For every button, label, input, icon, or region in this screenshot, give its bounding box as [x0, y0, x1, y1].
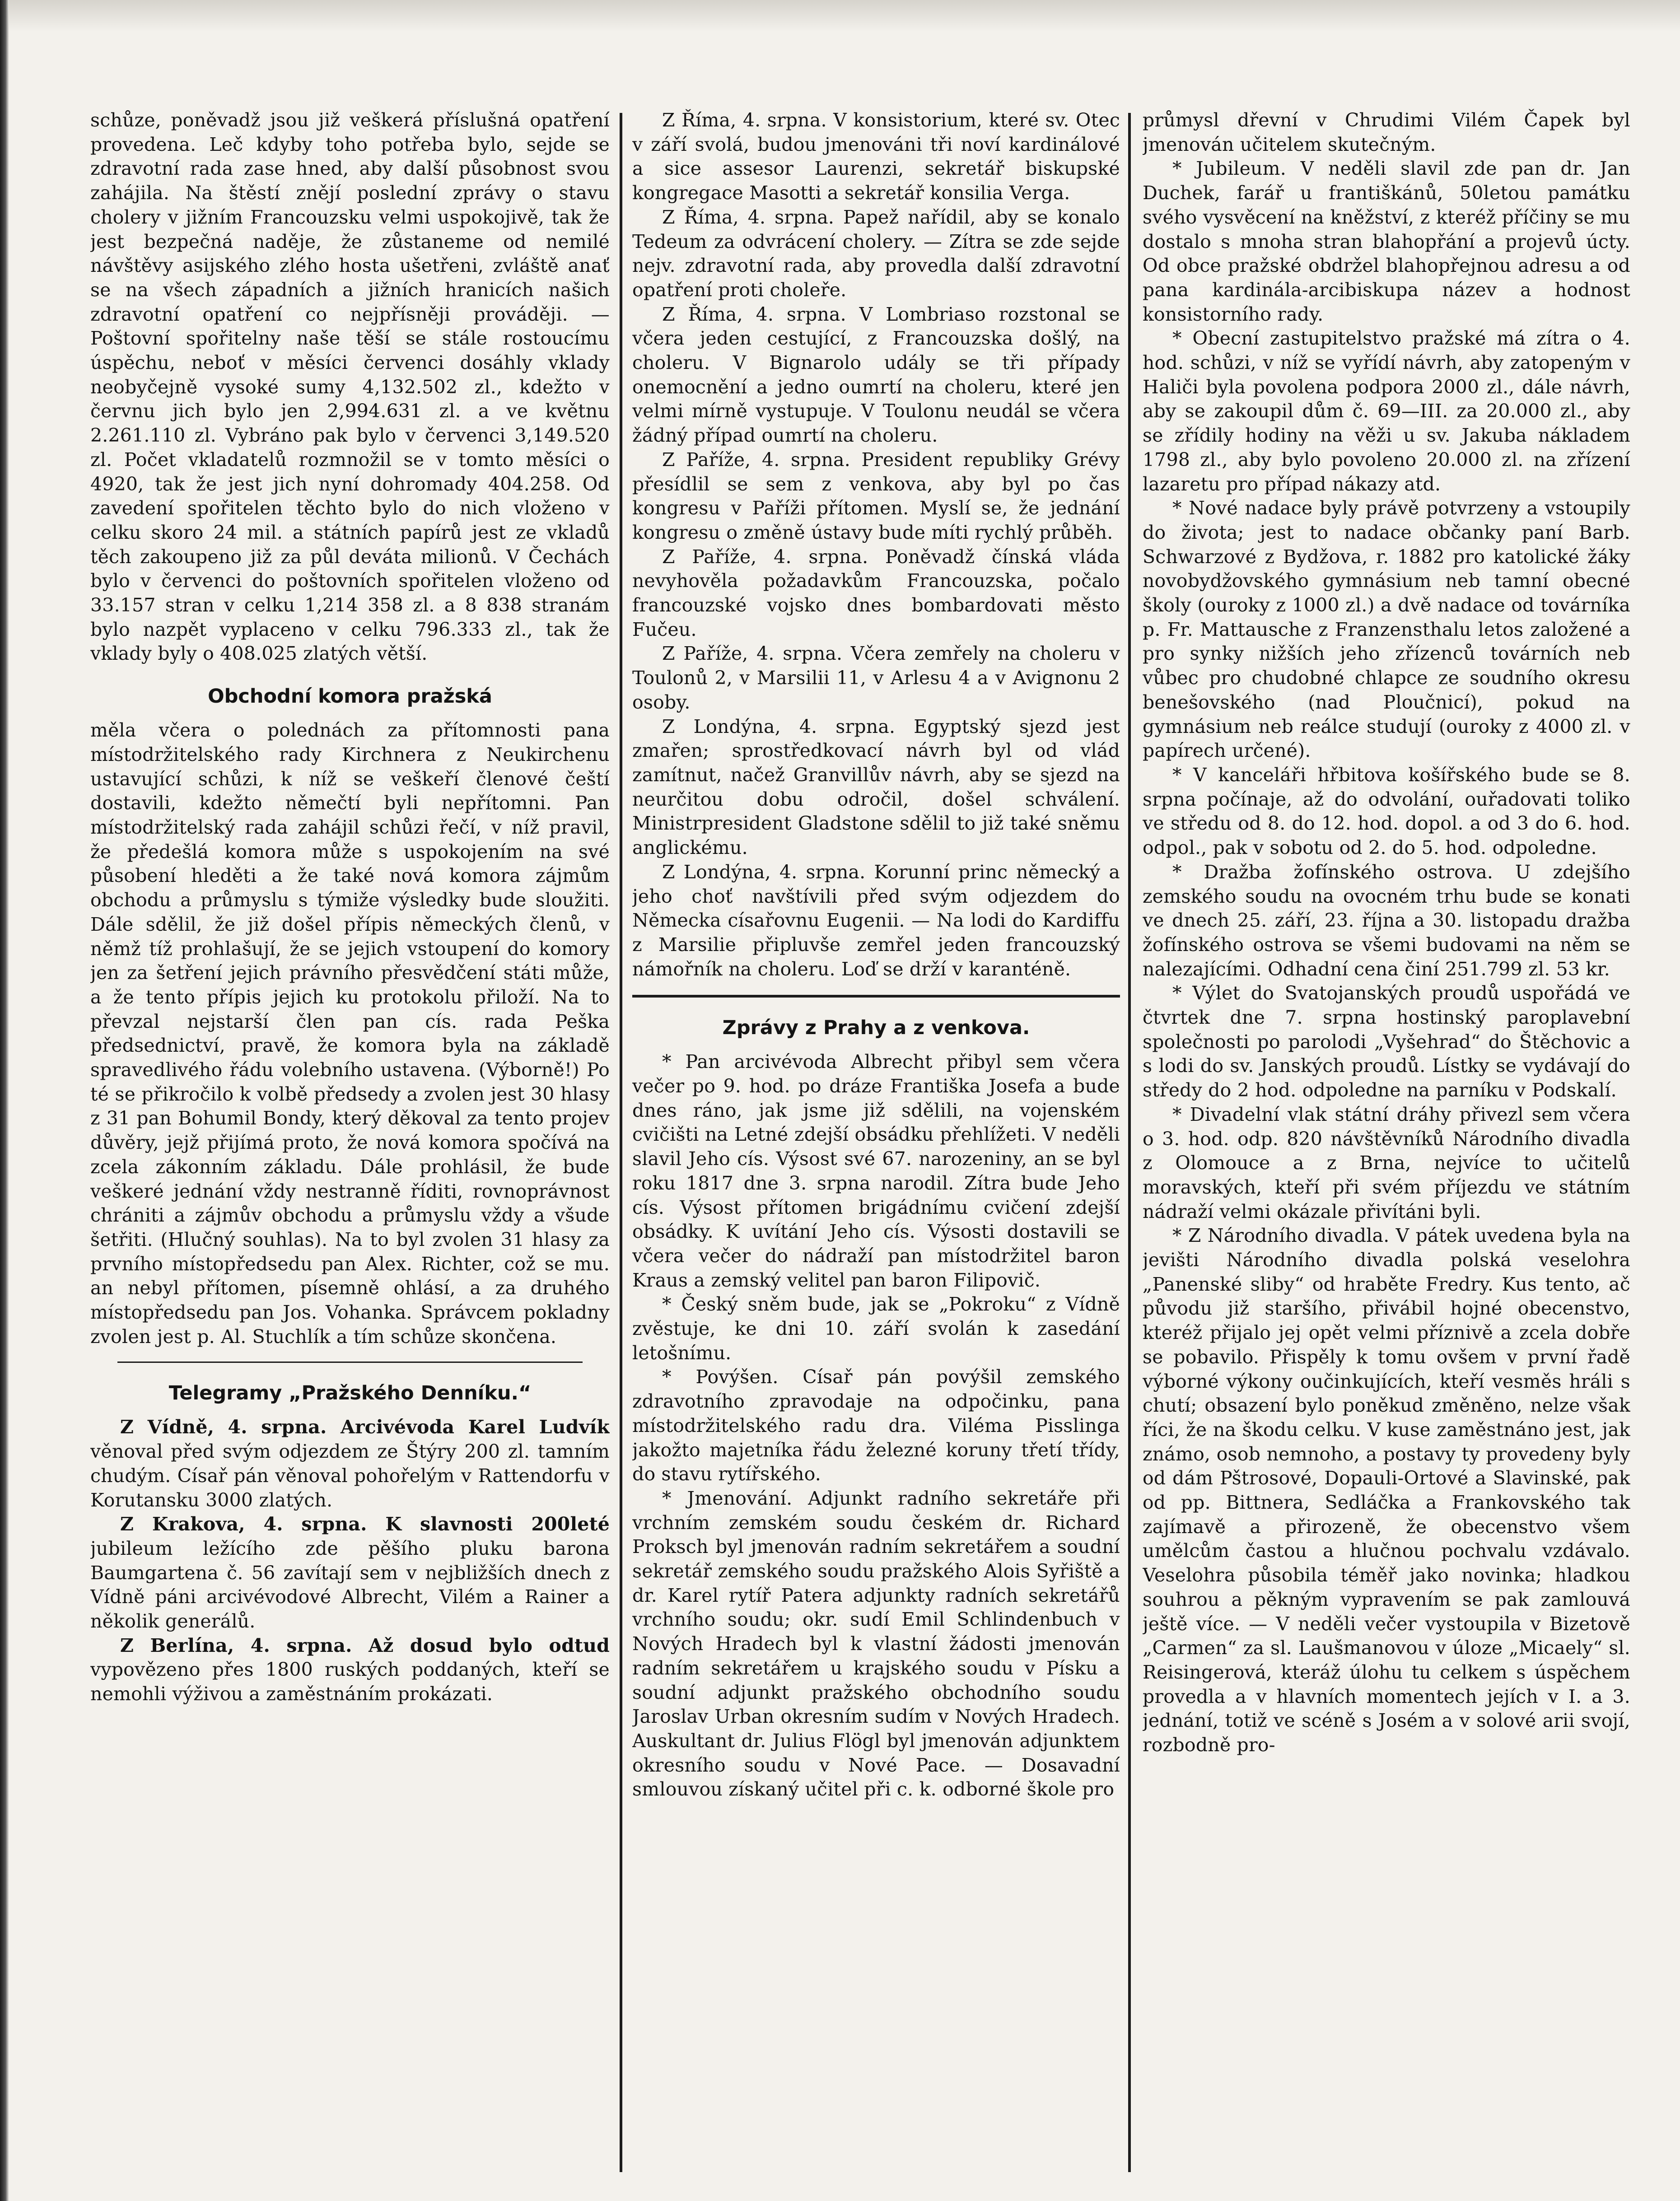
telegram-berlin: Z Berlína, 4. srpna. Až dosud bylo odtud vypovězeno přes 1800 ruských poddaných, kteří se nemohli výživou a zaměstnáním prokázati.	[90, 1634, 610, 1705]
news-czech-diet: * Český sněm bude, jak se „Pokroku“ z Vídně zvěstuje, ke dni 10. září svolán k zasedání letošnímu.	[632, 1293, 1120, 1364]
telegram-london-2: Z Londýna, 4. srpna. Korunní princ německý a jeho choť navštívili před svým odjezdem do Německa císařovnu Eugenii. — Na lodi do Kardiffu z Marsilie připluvše zemřel jeden francouzský námořník na choleru. Loď se drží v karanténě.	[632, 861, 1120, 980]
telegram-paris-3: Z Paříže, 4. srpna. Včera zemřely na choleru v Toulonů 2, v Marsilii 11, v Arlesu 4 a v Avignonu 2 osoby.	[632, 643, 1120, 713]
news-theatre-train: * Divadelní vlak státní dráhy přivezl sem včera o 3. hod. odp. 820 návštěvníků Národního divadla z Olomouce a z Brna, nejvíce to učitelů moravských, kteří při svém příjezdu ve státním nádraží velmi okázale přivítáni byli.	[1143, 1103, 1630, 1222]
news-promotion: * Povýšen. Císař pán povýšil zemského zdravotního zpravodaje na odpočinku, pana místodržitelského radu dra. Viléma Pisslinga jakožto majetníka řádu železné koruny třetí třídy, do stavu rytířského.	[632, 1366, 1120, 1485]
column-divider-2	[1128, 113, 1131, 2172]
telegram-rome-1: Z Říma, 4. srpna. V konsistorium, které sv. Otec v září svolá, budou jmenováni tři noví kardinálové a sice assesor Laurenzi, sekretář biskupské kongregace Masotti a sekretář konsilia Verga.	[632, 109, 1120, 204]
separator-rule	[117, 1362, 583, 1363]
news-archduke-albrecht: * Pan arcivévoda Albrecht přibyl sem včera večer po 9. hod. po dráze Františka Josefa a bude dnes ráno, jak jsme již sdělili, na vojenském cvičišti na Letné zdejší obsádku přehlížeti. V neděli slavil Jeho cís. Výsost své 67. narozeniny, an se byl roku 1817 dne 3. srpna narodil. Zítra bude Jeho cís. Výsost přítomen brigádnímu cvičení zdejší obsádky. K uvítání Jeho cís. Výsosti dostavili se včera večer do nádraží pan místodržitel baron Kraus a zemský velitel pan baron Filipovič.	[632, 1051, 1120, 1291]
middle-column	[632, 108, 1120, 2177]
section-heading-telegrams: Telegramy „Pražského Denníku.“	[168, 1382, 532, 1405]
news-national-theatre: * Z Národního divadla. V pátek uvedena byla na jevišti Národního divadla polská veselohra „Panenské sliby“ od hraběte Fredry. Kus tento, ač původu již staršího, přivábil hojné obecenstvo, kteréž přijalo jej opět velmi příznivě a zcela dobře se pobavilo. Přispěly k tomu ovšem v první řadě výborné výkony oučinkujících, kteří vesměs hráli s chutí; obsazení bylo poněkud změněno, nelze však říci, že na škodu celku. V kuse zaměstnáno jest, jak známo, osob nemnoho, a postavy ty provedeny byly od dám Pštrosové, Dopauli-Ortové a Slavinské, pak od pp. Bittnera, Sedláčka a Frankovského tak zajímavě a přirozeně, že obecenstvo všem umělcům častou a hlučnou pochvalu vzdávalo. Veselohra působila téměř jako novinka; hladkou souhrou a pěkným vypravením se pak zamlouvá ještě více. — V neděli večer vystoupila v Bizetově „Carmen“ za sl. Laušmanovou v úloze „Micaely“ sl. Reisingerová, kteráž úlohu tu celkem s úspěchem provedla a v hlavních momentech jejích v I. a 3. jednání, totiž ve scéně s Josém a v solové arii svojí, rozbodně pro-	[1143, 1225, 1630, 1756]
telegram-rome-2: Z Říma, 4. srpna. Papež nařídil, aby se konalo Tedeum za odvrácení cholery. — Zítra se zde sejde nejv. zdravotní rada, aby provedla další zdravotní opatření proti choleře.	[632, 206, 1120, 301]
news-jubilee: * Jubileum. V neděli slavil zde pan dr. Jan Duchek, farář u františkánů, 50letou památku svého vysvěcení na kněžství, z kteréž příčiny se mu dostalo s mnoha stran blahopřání a projevů úcty. Od obce pražské obdržel blahopřejnou adresu a od pana kardinála-arcibiskupa název a hodnost konsistorního rady.	[1143, 158, 1630, 325]
news-city-council: * Obecní zastupitelstvo pražské má zítra o 4. hod. schůzi, v níž se vyřídí návrh, aby zatopeným v Haliči byla povolena podpora 2000 zl., dále návrh, aby se zakoupil dům č. 69—III. za 20.000 zl., aby se zřídily hodiny na věži u sv. Jakuba nákladem 1798 zl., aby bylo povoleno 20.000 zl. na zřízení lazaretu pro případ nákazy atd.	[1143, 327, 1630, 495]
right-column	[1143, 108, 1630, 2177]
left-column	[90, 108, 610, 2177]
news-new-foundations: * Nové nadace byly právě potvrzeny a vstoupily do života; jest to nadace občanky paní Barb. Schwarzové z Bydžova, r. 1882 pro katolické žáky novobydžovského gymnásium neb tamní obecné školy (ouroky z 1000 zl.) a dvě nadace od továrníka p. Fr. Mattausche z Franzensthalu letos založené a pro synky nižších jeho zřízenců továrních neb vůbec pro chudobné chlapce ze soudního okresu benešovského (nad Ploučnicí), pokud na gymnásium neb reálce studují (ouroky z 4000 zl. v papírech určené).	[1143, 497, 1630, 762]
news-island-auction: * Dražba žofínského ostrova. U zdejšího zemského soudu na ovocném trhu bude se konati ve dnech 25. září, 23. října a 30. listopadu dražba žofínského ostrova se všemi budovami na něm se nalezajícími. Odhadní cena činí 251.799 zl. 53 kr.	[1143, 861, 1630, 980]
separator-rule	[632, 995, 1120, 998]
news-appointments-continued: průmysl dřevní v Chrudimi Vilém Čapek byl jmenován učitelem skutečným.	[1143, 109, 1630, 155]
article-cholera-savings: schůze, poněvadž jsou již veškerá příslušná opatření provedena. Leč kdyby toho potřeba bylo, sejde se zdravotní rada zase hned, aby další působnost svou zahájila. Na štěstí znějí poslední zprávy o stavu cholery v jižním Francouzsku velmi uspokojivě, tak že jest bezpečná naděje, že zůstaneme od nemilé návštěvy asijského zlého hosta ušetřeni, zvláště anať se na všech západních a jižních hranicích našich zdravotní opatření co nejpřísněji prováději. — Poštovní spořitelny naše těší se stále rostoucímu úspěchu, neboť v měsíci červenci dosáhly vklady neobyčejně vysoké sumy 4,132.502 zl., kdežto v červnu jich bylo jen 2,994.631 zl. a ve květnu 2.261.110 zl. Vybráno pak bylo v červenci 3,149.520 zl. Počet vkladatelů rozmnožil se v tomto měsíci o 4920, tak že jest jich nyní dohromady 404.258. Od zavedení spořitelen těchto bylo do nich vloženo v celku skoro 24 mil. a státních papírů jest ze vkladů těch zakoupeno již za půl deváta milionů. V Čechách bylo v červenci do poštovních spořitelen vloženo od 33.157 stran v celku 1,214 358 zl. a 8 838 stranám bylo nazpět vyplaceno v celku 796.333 zl., tak že vklady byly o 408.025 zlatých větší.	[90, 109, 610, 665]
section-heading-chamber-of-commerce: Obchodní komora pražská	[208, 685, 492, 708]
news-appointments: * Jmenování. Adjunkt radního sekretáře při vrchním zemském soudu českém dr. Richard Proksch byl jmenován radním sekretářem a soudní sekretář zemského soudu pražského Alois Syřiště a dr. Karel rytíř Patera adjunkty radních sekretářů vrchního soudu; okr. sudí Emil Schlindenbuch v Nových Hradech byl k vlastní žádosti jmenován radním sekretářem u krajského soudu v Písku a soudní adjunkt pražského obchodního soudu Jaroslav Urban okresním sudím v Nových Hradech. Auskultant dr. Julius Flögl byl jmenován adjunktem okresního soudu v Nové Pace. — Dosavadní smlouvou získaný učitel při c. k. odborné škole pro	[632, 1487, 1120, 1800]
news-steamer-trip: * Výlet do Svatojanských proudů uspořádá ve čtvrtek dne 7. srpna hostinský paroplavební společnosti po parolodi „Vyšehrad“ do Štěchovic a s lodi do sv. Janských proudů. Lístky se vydávají do středy do 2 hod. odpoledne na parníku v Podskalí.	[1143, 982, 1630, 1101]
section-heading-prague-news: Zprávy z Prahy a z venkova.	[722, 1017, 1030, 1040]
column-divider-1	[620, 113, 622, 2172]
telegram-paris-1: Z Paříže, 4. srpna. President republiky Grévy přesídlil se sem z venkova, aby byl po čas kongresu v Paříži přítomen. Myslí se, že jednání kongresu o změně ústavy bude míti rychlý průběh.	[632, 448, 1120, 543]
telegram-krakow: Z Krakova, 4. srpna. K slavnosti 200leté jubileum ležícího zde pěšího pluku barona Baumgartena č. 56 zavítají sem v nejbližších dnech z Vídně páni arcivévodové Albrecht, Vilém a Rainer a několik generálů.	[90, 1513, 610, 1632]
page-top-shadow	[0, 0, 1680, 32]
telegram-london-1: Z Londýna, 4. srpna. Egyptský sjezd jest zmařen; sprostředkovací návrh byl od vlád zamítnut, načež Granvillův návrh, aby se sjezd na neurčitou dobu odročil, došel schválení. Ministrpresident Gladstone sdělil to již také sněmu anglickému.	[632, 715, 1120, 859]
telegram-rome-3: Z Říma, 4. srpna. V Lombriaso rozstonal se včera jeden cestující, z Francouzska došlý, na choleru. V Bignarolo udály se tři případy onemocnění a jedno oumrtí na choleru, které jen velmi mírně vystupuje. V Toulonu neudál se včera žádný případ oumrtí na choleru.	[632, 303, 1120, 447]
telegram-vienna: Z Vídně, 4. srpna. Arcivévoda Karel Ludvík věnoval před svým odjezdem ze Štýry 200 zl. tamním chudým. Císař pán věnoval pohořelým v Rattendorfu v Korutansku 3000 zlatých.	[90, 1416, 610, 1511]
page-left-edge	[0, 0, 9, 2201]
telegram-paris-2: Z Paříže, 4. srpna. Poněvadž čínská vláda nevyhověla požadavkům Francouzska, počalo francouzské vojsko dnes bombardovati město Fučeu.	[632, 546, 1120, 640]
news-cemetery-office: * V kanceláři hřbitova košířského bude se 8. srpna počínaje, až do odvolání, ouřadovati toliko ve středu od 8. do 12. hod. dopol. a od 3 do 6. hod. odpol., pak v sobotu od 2. do 5. hod. odpoledne.	[1143, 764, 1630, 859]
article-chamber-of-commerce: měla včera o polednách za přítomnosti pana místodržitelského rady Kirchnera z Neukirchenu ustavující schůzi, k níž se veškeří členové čeští dostavili, kdežto němečtí byli nepřítomni. Pan místodržitelský rada zahájil schůzi řečí, v níž pravil, že předešlá komora může s uspokojením na své působení hleděti a že také nová komora zájmům obchodu a průmyslu s týmiže výsledky bude sloužiti. Dále sdělil, že již došel přípis německých členů, v němž tíž prohlašují, že se jejich vstoupení do komory jen za šetření jejich právního přesvědčení státi může, a že tento přípis jejich ku protokolu přiloží. Na to převzal nejstarší člen pan cís. rada Peška předsednictví, pravě, že komora byla na základě spravedlivého řádu volebního ustavena. (Výborně!) Po té se přikročilo k volbě předsedy a zvolen jest 30 hlasy z 31 pan Bohumil Bondy, který děkoval za tento projev důvěry, jejž přijímá proto, že nová komora spočívá na zcela zákonním základu. Dále prohlásil, že bude veškeré jednání vždy nestranně říditi, rovnoprávnost chrániti a zájmův obchodu a průmyslu vždy a všude šetřiti. (Hlučný souhlas). Na to byl zvolen 31 hlasy za prvního místopředsedu pan Alex. Richter, což se mu. an nebyl přítomen, písemně ohlásí, a za druhého místopředsedu pan Jos. Vohanka. Správcem pokladny zvolen jest p. Al. Stuchlík a tím schůze skončena.	[90, 719, 610, 1348]
